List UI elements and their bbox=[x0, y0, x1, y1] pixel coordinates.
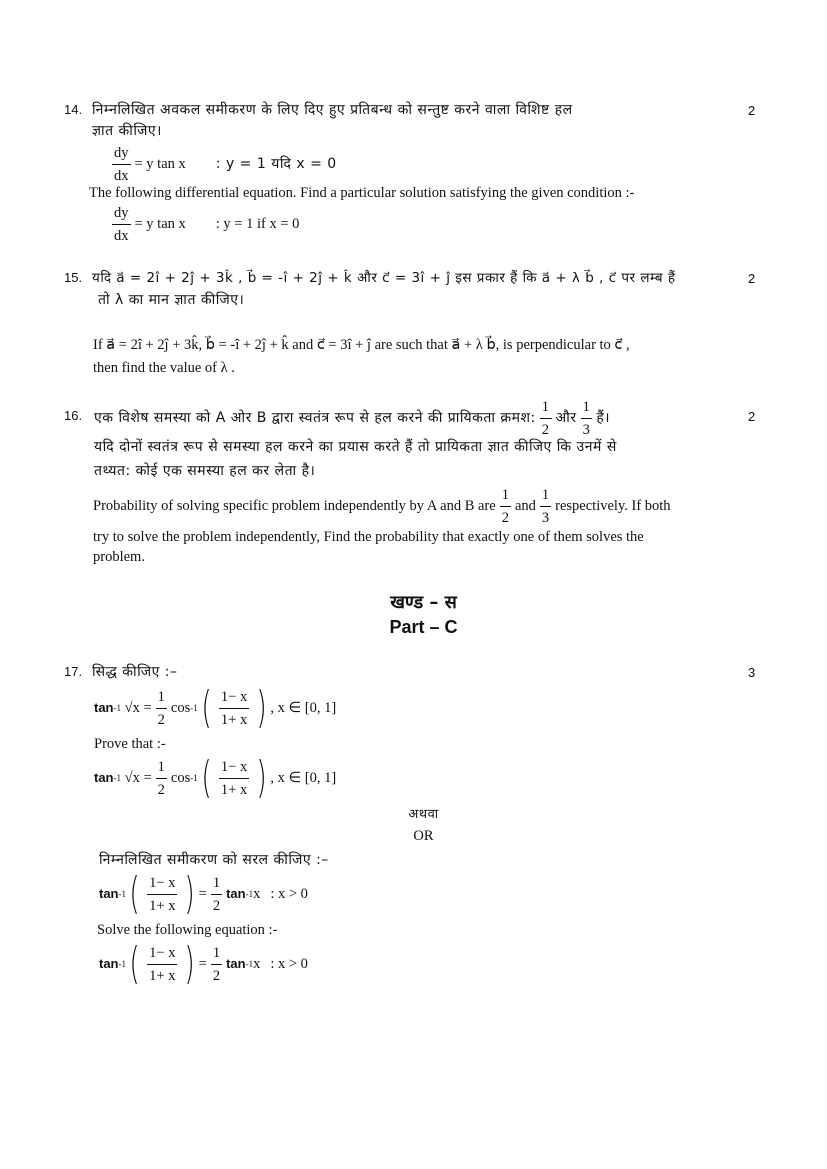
variable-x: x bbox=[253, 886, 261, 902]
numerator: 1 bbox=[500, 484, 511, 507]
tan-function: tan bbox=[99, 886, 119, 901]
q14-marks: 2 bbox=[748, 103, 756, 118]
q17-equation-1 bbox=[94, 682, 337, 733]
equation-rhs: = y tan x bbox=[134, 216, 186, 232]
text: Probability of solving specific problem independently by A and B are bbox=[93, 498, 496, 514]
left-paren: ( bbox=[201, 752, 212, 803]
text: और bbox=[555, 410, 577, 426]
q14-number: 14. bbox=[64, 102, 83, 117]
q14-hindi-line2: ज्ञात कीजिए। bbox=[92, 123, 162, 139]
q16-hindi-line2: यदि दोनों स्वतंत्र रूप से समस्या हल करने का प्रयास करते हैं तो प्रायिकता ज्ञात कीजिए कि उनमें से bbox=[94, 439, 617, 455]
q17-number: 17. bbox=[64, 664, 83, 679]
sqrt-x: √x bbox=[124, 770, 140, 786]
numerator: 1 bbox=[156, 756, 167, 779]
numerator: 1− x bbox=[147, 872, 177, 895]
condition-english: : y = 1 if x = 0 bbox=[215, 216, 300, 232]
fraction-half bbox=[500, 484, 511, 529]
fraction bbox=[147, 872, 177, 917]
domain: , x ∈ [0, 1] bbox=[270, 700, 337, 716]
inverse-sup: -1 bbox=[113, 773, 121, 783]
denominator: 1+ x bbox=[220, 711, 248, 728]
equation-rhs: = y tan x bbox=[134, 156, 186, 172]
right-paren: ) bbox=[184, 938, 196, 989]
equals: = bbox=[143, 770, 152, 786]
numerator: 1 bbox=[156, 686, 167, 709]
denominator: 1+ x bbox=[220, 781, 248, 798]
tan-function: tan bbox=[99, 956, 119, 971]
q17-alt-equation-1 bbox=[99, 868, 308, 919]
denominator: 1+ x bbox=[149, 967, 176, 984]
or-hindi: अथवा bbox=[408, 807, 439, 822]
inverse-sup: -1 bbox=[245, 889, 254, 899]
q16-english-line3: problem. bbox=[93, 549, 145, 565]
denominator: 2 bbox=[212, 967, 221, 984]
denominator: 2 bbox=[157, 711, 165, 728]
right-paren: ) bbox=[184, 868, 196, 919]
equals: = bbox=[198, 956, 207, 972]
denominator: 2 bbox=[501, 509, 509, 526]
q17-alt-equation-2 bbox=[99, 938, 308, 989]
inverse-sup: -1 bbox=[118, 889, 126, 899]
fraction-half bbox=[211, 942, 222, 987]
condition: : x > 0 bbox=[270, 956, 308, 972]
cos-function: cos bbox=[170, 700, 191, 716]
fraction bbox=[219, 686, 249, 731]
numerator: 1− x bbox=[219, 686, 249, 709]
inverse-sup: -1 bbox=[190, 703, 198, 713]
numerator: dy bbox=[112, 202, 131, 225]
q15-number: 15. bbox=[64, 270, 83, 285]
denominator: 2 bbox=[157, 781, 165, 798]
text: एक विशेष समस्या को A ओर B द्वारा स्वतंत्र रूप से हल करने की प्रायिकता क्रमश: bbox=[94, 410, 536, 426]
q14-hindi-line1: निम्नलिखित अवकल समीकरण के लिए दिए हुए प्रतिबन्ध को सन्तुष्ट करने वाला विशिष्ट हल bbox=[92, 102, 573, 118]
tan-function: tan bbox=[226, 956, 246, 971]
equals: = bbox=[143, 700, 152, 716]
q14-equation-hindi bbox=[108, 142, 337, 186]
text: respectively. If both bbox=[555, 498, 671, 514]
q17-marks: 3 bbox=[748, 665, 756, 680]
q14-english-line: The following differential equation. Find a particular solution satisfying the given condition :- bbox=[89, 185, 635, 201]
q14-equation-english bbox=[108, 202, 299, 246]
inverse-sup: -1 bbox=[190, 773, 198, 783]
domain: , x ∈ [0, 1] bbox=[270, 770, 337, 786]
fraction bbox=[219, 756, 249, 801]
fraction-half bbox=[540, 396, 552, 441]
fraction-third bbox=[540, 484, 551, 529]
numerator: dy bbox=[112, 142, 131, 165]
q16-hindi-line3: तथ्यत: कोई एक समस्या हल कर लेता है। bbox=[94, 463, 316, 479]
tan-function: tan bbox=[226, 886, 246, 901]
denominator: dx bbox=[114, 227, 129, 244]
q15-hindi-line1: यदि a⃗ = 2î + 2ĵ + 3k̂ , b⃗ = -î + 2ĵ + k̂ और c⃗ = 3î + ĵ इस प्रकार हैं कि a⃗ + λ b⃗ , c⃗ पर लम्ब हैं bbox=[92, 270, 676, 286]
cos-function: cos bbox=[170, 770, 191, 786]
q16-english-line2: try to solve the problem independently, Find the probability that exactly one of them solves the bbox=[93, 529, 644, 545]
q16-hindi-line1 bbox=[94, 396, 610, 440]
q15-hindi-line2: तो λ का मान ज्ञात कीजिए। bbox=[98, 292, 245, 308]
right-paren: ) bbox=[256, 682, 267, 733]
left-paren: ( bbox=[201, 682, 212, 733]
inverse-sup: -1 bbox=[118, 959, 126, 969]
q17-hindi-prompt: सिद्ध कीजिए :– bbox=[92, 664, 178, 680]
q16-english-line1 bbox=[93, 484, 671, 528]
fraction-third bbox=[581, 396, 593, 441]
condition: : x > 0 bbox=[270, 886, 308, 902]
left-paren: ( bbox=[129, 938, 140, 989]
q15-marks: 2 bbox=[748, 271, 756, 286]
derivative-fraction bbox=[112, 202, 131, 247]
denominator: 2 bbox=[212, 897, 221, 914]
numerator: 1− x bbox=[219, 756, 249, 779]
q15-english-line1: If a⃗ = 2î + 2ĵ + 3k̂, b⃗ = -î + 2ĵ + k̂ and c⃗ = 3î + ĵ are such that a⃗ + λ b⃗, is perpendicular to c⃗ , bbox=[93, 337, 630, 353]
tan-function: tan bbox=[94, 700, 114, 715]
numerator: 1 bbox=[540, 484, 551, 507]
q17-alt-hindi-prompt: निम्नलिखित समीकरण को सरल कीजिए :– bbox=[99, 852, 329, 868]
fraction-half bbox=[156, 756, 167, 801]
tan-function: tan bbox=[94, 770, 114, 785]
or-english: OR bbox=[413, 828, 434, 844]
q17-equation-2 bbox=[94, 752, 337, 803]
q17-english-prompt: Prove that :- bbox=[94, 736, 166, 752]
fraction bbox=[147, 942, 177, 987]
numerator: 1 bbox=[540, 396, 552, 419]
denominator: 2 bbox=[541, 421, 550, 438]
derivative-fraction bbox=[112, 142, 131, 187]
sqrt-x: √x bbox=[124, 700, 140, 716]
section-title-hindi: खण्ड – स bbox=[390, 592, 457, 613]
right-paren: ) bbox=[256, 752, 267, 803]
variable-x: x bbox=[253, 956, 261, 972]
denominator: 3 bbox=[541, 509, 550, 526]
q16-marks: 2 bbox=[748, 409, 756, 424]
equals: = bbox=[198, 886, 207, 902]
numerator: 1 bbox=[581, 396, 593, 419]
numerator: 1 bbox=[211, 872, 222, 895]
denominator: dx bbox=[114, 167, 129, 184]
q17-alt-english-prompt: Solve the following equation :- bbox=[97, 922, 278, 938]
denominator: 3 bbox=[582, 421, 591, 438]
q15-english-line2: then find the value of λ . bbox=[93, 360, 235, 376]
denominator: 1+ x bbox=[149, 897, 176, 914]
q16-number: 16. bbox=[64, 408, 83, 423]
numerator: 1− x bbox=[147, 942, 177, 965]
text: हैं। bbox=[596, 410, 611, 426]
section-title-english: Part – C bbox=[389, 617, 458, 637]
numerator: 1 bbox=[211, 942, 222, 965]
text: and bbox=[514, 498, 536, 514]
inverse-sup: -1 bbox=[245, 959, 254, 969]
fraction-half bbox=[211, 872, 222, 917]
inverse-sup: -1 bbox=[113, 703, 121, 713]
left-paren: ( bbox=[129, 868, 140, 919]
condition-hindi: : y = 1 यदि x = 0 bbox=[215, 156, 337, 172]
fraction-half bbox=[156, 686, 167, 731]
